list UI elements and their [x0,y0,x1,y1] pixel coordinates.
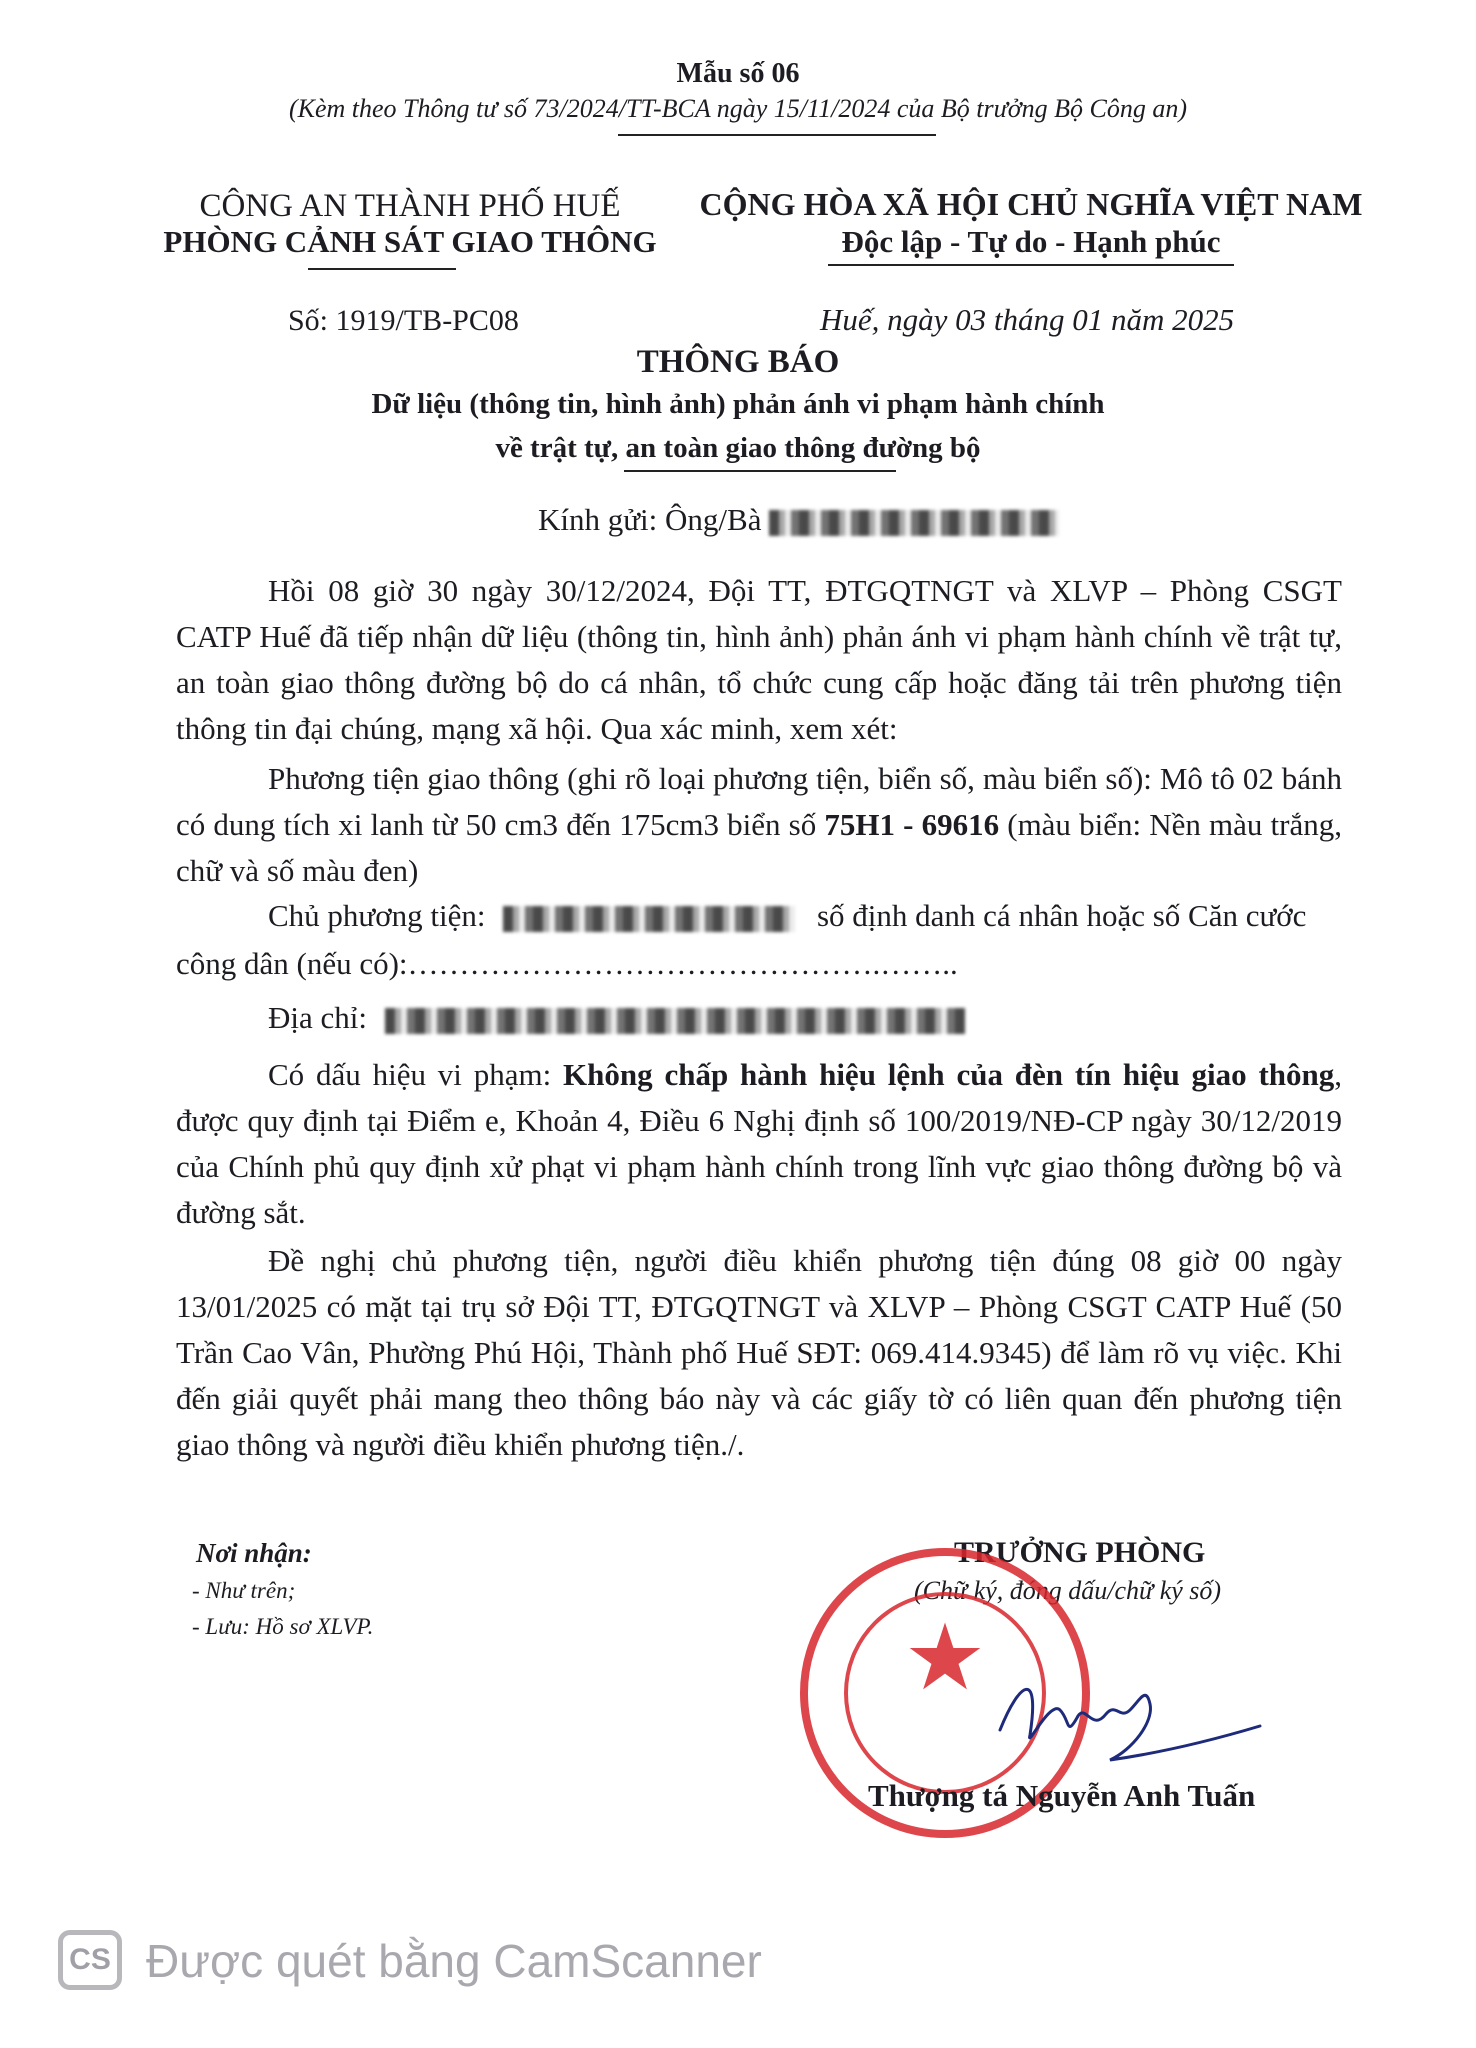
agency-department: PHÒNG CẢNH SÁT GIAO THÔNG [163,224,657,259]
recipients-item: - Như trên; [192,1578,296,1603]
divider [308,268,456,270]
owner-label: Chủ phương tiện: [268,898,486,933]
document-subtitle: Dữ liệu (thông tin, hình ảnh) phản ánh vi phạm hành chính [371,388,1105,420]
national-title: CỘNG HÒA XÃ HỘI CHỦ NGHĨA VIỆT NAM [699,186,1363,222]
paragraph-text: , được quy định tại Điểm e, Khoản 4, Điều 6 Nghị định số 100/2019/NĐ-CP ngày 30/12/2019 của Chính phủ quy định xử phạt vi phạm hành chính trong lĩnh vực giao thông đường bộ và đường sắt. [176,1057,1343,1230]
recipient-line [538,502,1059,538]
divider [618,134,936,136]
owner-id-line: công dân (nếu có):……………………………………….…….. [176,946,958,981]
scanner-watermark [58,1926,858,1996]
request-paragraph [176,1238,1342,1468]
signer-name: Thượng tá Nguyễn Anh Tuấn [868,1778,1256,1813]
form-reference: (Kèm theo Thông tư số 73/2024/TT-BCA ngày 15/11/2024 của Bộ trưởng Bộ Công an) [288,94,1188,123]
document-title: THÔNG BÁO [636,344,840,380]
vehicle-paragraph [176,756,1342,894]
signature-note: (Chữ ký, đóng dấu/chữ ký số) [914,1576,1222,1605]
body-paragraph [176,568,1342,752]
seal-star-icon: ★ [903,1607,987,1709]
divider [624,470,896,472]
paragraph-text: Có dấu hiệu vi phạm: [268,1057,564,1092]
redacted-owner [503,906,795,932]
violation-paragraph [176,1052,1342,1236]
recipient-label: Kính gửi: Ông/Bà [538,502,762,537]
signer-title: TRƯỞNG PHÒNG [954,1536,1206,1569]
form-number: Mẫu số 06 [676,58,800,89]
document-subtitle: về trật tự, an toàn giao thông đường bộ [495,432,981,464]
recipients-title: Nơi nhận: [196,1538,312,1568]
address-label: Địa chỉ: [268,1000,367,1035]
paragraph-text: Hồi 08 giờ 30 ngày 30/12/2024, Đội TT, ĐTGQTNGT và XLVP – Phòng CSGT CATP Huế đã tiếp nhận dữ liệu (thông tin, hình ảnh) phản ánh vi phạm hành chính về trật tự, an toàn giao thông đường bộ do cá nhân, tổ chức cung cấp hoặc đăng tải trên phương tiện thông tin đại chúng, mạng xã hội. Qua xác minh, xem xét: [176,573,1342,746]
document-date: Huế, ngày 03 tháng 01 năm 2025 [820,302,1235,337]
watermark-text: Được quét bằng CamScanner [146,1935,762,1987]
divider [828,264,1234,266]
national-motto: Độc lập - Tự do - Hạnh phúc [841,224,1221,259]
handwritten-signature [960,1640,1270,1780]
paragraph-text: (màu biển: Nền màu trắng, chữ và số màu đen) [176,807,1342,888]
license-plate: 75H1 - 69616 [824,807,1000,842]
paragraph-text: Phương tiện giao thông (ghi rõ loại phương tiện, biển số, màu biển số): Mô tô 02 bánh có dung tích xi lanh từ 50 cm3 đến 175cm3 biển số [176,761,1342,842]
camscanner-logo-icon: CS [58,1930,122,1990]
agency-name: CÔNG AN THÀNH PHỐ HUẾ [199,188,621,224]
redacted-address [385,1008,965,1034]
recipients-item: - Lưu: Hồ sơ XLVP. [192,1614,374,1639]
owner-line [268,898,1306,934]
redacted-name [769,510,1059,536]
paragraph-text: Đề nghị chủ phương tiện, người điều khiển phương tiện đúng 08 giờ 00 ngày 13/01/2025 có mặt tại trụ sở Đội TT, ĐTGQTNGT và XLVP – Phòng CSGT CATP Huế (50 Trần Cao Vân, Phường Phú Hội, Thành phố Huế SĐT: 069.414.9345) để làm rõ vụ việc. Khi đến giải quyết phải mang theo thông báo này và các giấy tờ có liên quan đến phương tiện giao thông và người điều khiển phương tiện./. [176,1243,1342,1462]
address-line [268,1000,965,1036]
document-number: Số: 1919/TB-PC08 [288,304,519,337]
violation-description: Không chấp hành hiệu lệnh của đèn tín hiệu giao thông [563,1057,1335,1092]
owner-id-label: số định danh cá nhân hoặc số Căn cước [816,898,1307,933]
